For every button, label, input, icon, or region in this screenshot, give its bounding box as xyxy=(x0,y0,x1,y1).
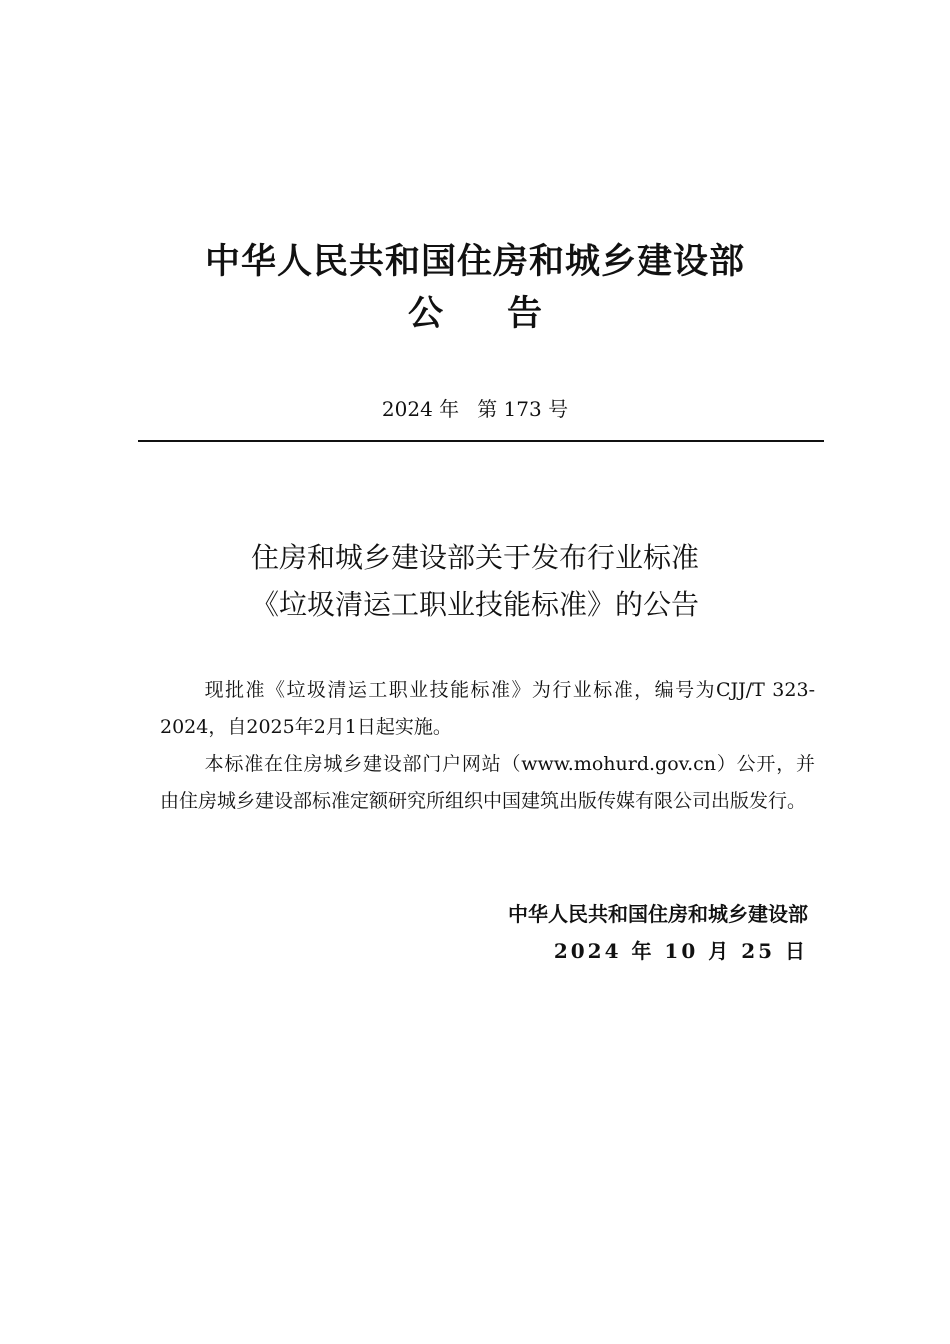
document-year: 2024 年 xyxy=(381,397,460,421)
document-serial: 第 173 号 xyxy=(477,397,569,421)
document-type xyxy=(0,290,950,338)
body-paragraph-1: 现批准《垃圾清运工职业技能标准》为行业标准，编号为CJJ/T 323-2024，自2025年2月1日起实施。 xyxy=(160,679,815,738)
document-type-char-1: 公 xyxy=(407,294,443,334)
notice-title xyxy=(0,534,950,628)
document-number xyxy=(0,395,950,423)
notice-title-line-1: 住房和城乡建设部关于发布行业标准 xyxy=(250,541,699,574)
signature-block xyxy=(508,896,808,970)
document-type-char-2: 告 xyxy=(507,294,543,334)
notice-body xyxy=(160,672,815,820)
issue-date: 2024 年 10 月 25 日 xyxy=(553,939,808,963)
header-divider xyxy=(138,440,824,442)
body-paragraph-2: 本标准在住房城乡建设部门户网站（www.mohurd.gov.cn）公开，并由住房城乡建设部标准定额研究所组织中国建筑出版传媒有限公司出版发行。 xyxy=(160,753,815,812)
ministry-title: 中华人民共和国住房和城乡建设部 xyxy=(204,242,745,282)
notice-title-line-2: 《垃圾清运工职业技能标准》的公告 xyxy=(250,588,699,621)
issuer-name: 中华人民共和国住房和城乡建设部 xyxy=(508,902,808,926)
